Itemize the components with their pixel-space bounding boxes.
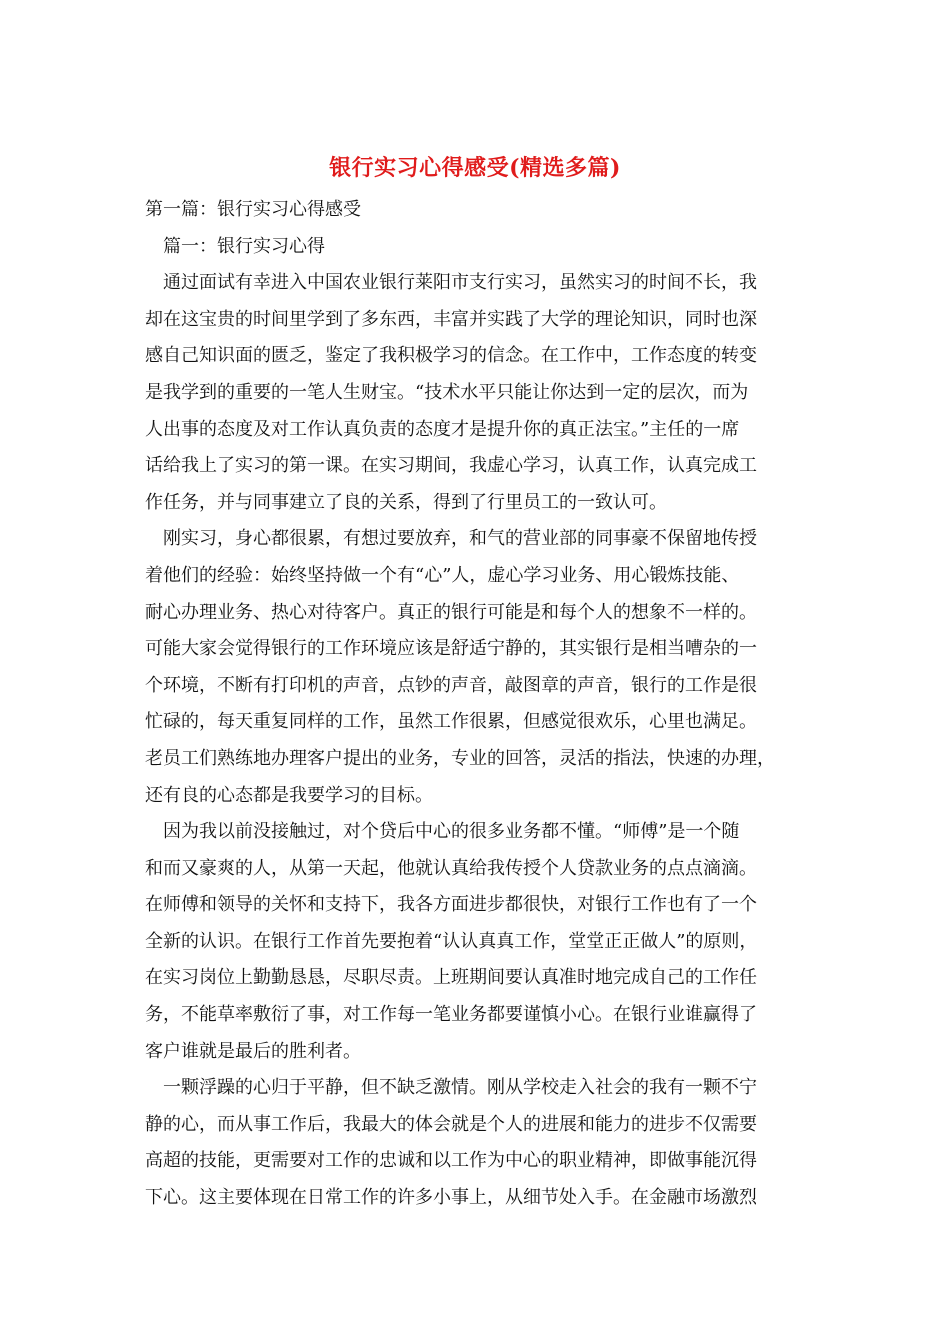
text-line: 老员工们熟练地办理客户提出的业务，专业的回答，灵活的指法，快速的办理， <box>145 747 775 769</box>
text-line: 在师傅和领导的关怀和支持下，我各方面进步都很快，对银行工作也有了一个 <box>145 894 757 916</box>
text-line: 刚实习，身心都很累，有想过要放弃，和气的营业部的同事豪不保留地传授 <box>163 528 757 550</box>
text-line: 个环境，不断有打印机的声音，点钞的声音，敲图章的声音，银行的工作是很 <box>145 674 757 696</box>
text-line: 着他们的经验：始终坚持做一个有“心”人，虚心学习业务、用心锻炼技能、 <box>145 564 740 586</box>
document-title: 银行实习心得感受(精选多篇) <box>329 155 621 181</box>
text-line: 静的心，而从事工作后，我最大的体会就是个人的进展和能力的进步不仅需要 <box>145 1113 757 1135</box>
text-line: 下心。这主要体现在日常工作的许多小事上，从细节处入手。在金融市场激烈 <box>145 1187 757 1209</box>
text-line: 忙碌的，每天重复同样的工作，虽然工作很累，但感觉很欢乐，心里也满足。 <box>145 711 757 733</box>
text-line: 耐心办理业务、热心对待客户。真正的银行可能是和每个人的想象不一样的。 <box>145 601 757 623</box>
text-line: 作任务，并与同事建立了良的关系，得到了行里员工的一致认可。 <box>145 491 667 513</box>
text-line: 感自己知识面的匮乏，鉴定了我积极学习的信念。在工作中，工作态度的转变 <box>145 345 757 367</box>
document-body <box>145 265 805 1216</box>
text-line: 和而又豪爽的人，从第一天起，他就认真给我传授个人贷款业务的点点滴滴。 <box>145 857 757 879</box>
text-line: 务，不能草率敷衍了事，对工作每一笔业务都要谨慎小心。在银行业谁赢得了 <box>145 1004 757 1026</box>
text-line: 人出事的态度及对工作认真负责的态度才是提升你的真正法宝。”主任的一席 <box>145 418 740 440</box>
text-line: 却在这宝贵的时间里学到了多东西，丰富并实践了大学的理论知识，同时也深 <box>145 308 757 330</box>
text-line: 话给我上了实习的第一课。在实习期间，我虚心学习，认真工作，认真完成工 <box>145 455 757 477</box>
document-page <box>145 150 805 1217</box>
text-line: 因为我以前没接触过，对个贷后中心的很多业务都不懂。“师傅”是一个随 <box>163 821 740 843</box>
text-line: 高超的技能，更需要对工作的忠诚和以工作为中心的职业精神，即做事能沉得 <box>145 1150 757 1172</box>
text-line: 一颗浮躁的心归于平静，但不缺乏激情。刚从学校走入社会的我有一颗不宁 <box>163 1077 757 1099</box>
text-line: 还有良的心态都是我要学习的目标。 <box>145 784 433 806</box>
text-line: 通过面试有幸进入中国农业银行莱阳市支行实习，虽然实习的时间不长，我 <box>163 272 757 294</box>
text-line: 可能大家会觉得银行的工作环境应该是舒适宁静的，其实银行是相当嘈杂的一 <box>145 638 757 660</box>
sub-heading: 篇一：银行实习心得 <box>163 235 325 257</box>
text-line: 在实习岗位上勤勤恳恳，尽职尽责。上班期间要认真准时地完成自己的工作任 <box>145 967 757 989</box>
text-line: 客户谁就是最后的胜利者。 <box>145 1040 361 1062</box>
section-heading: 第一篇：银行实习心得感受 <box>145 199 361 220</box>
text-line: 全新的认识。在银行工作首先要抱着“认认真真工作，堂堂正正做人”的原则， <box>145 930 758 952</box>
text-line: 是我学到的重要的一笔人生财宝。“技术水平只能让你达到一定的层次，而为 <box>145 381 749 403</box>
